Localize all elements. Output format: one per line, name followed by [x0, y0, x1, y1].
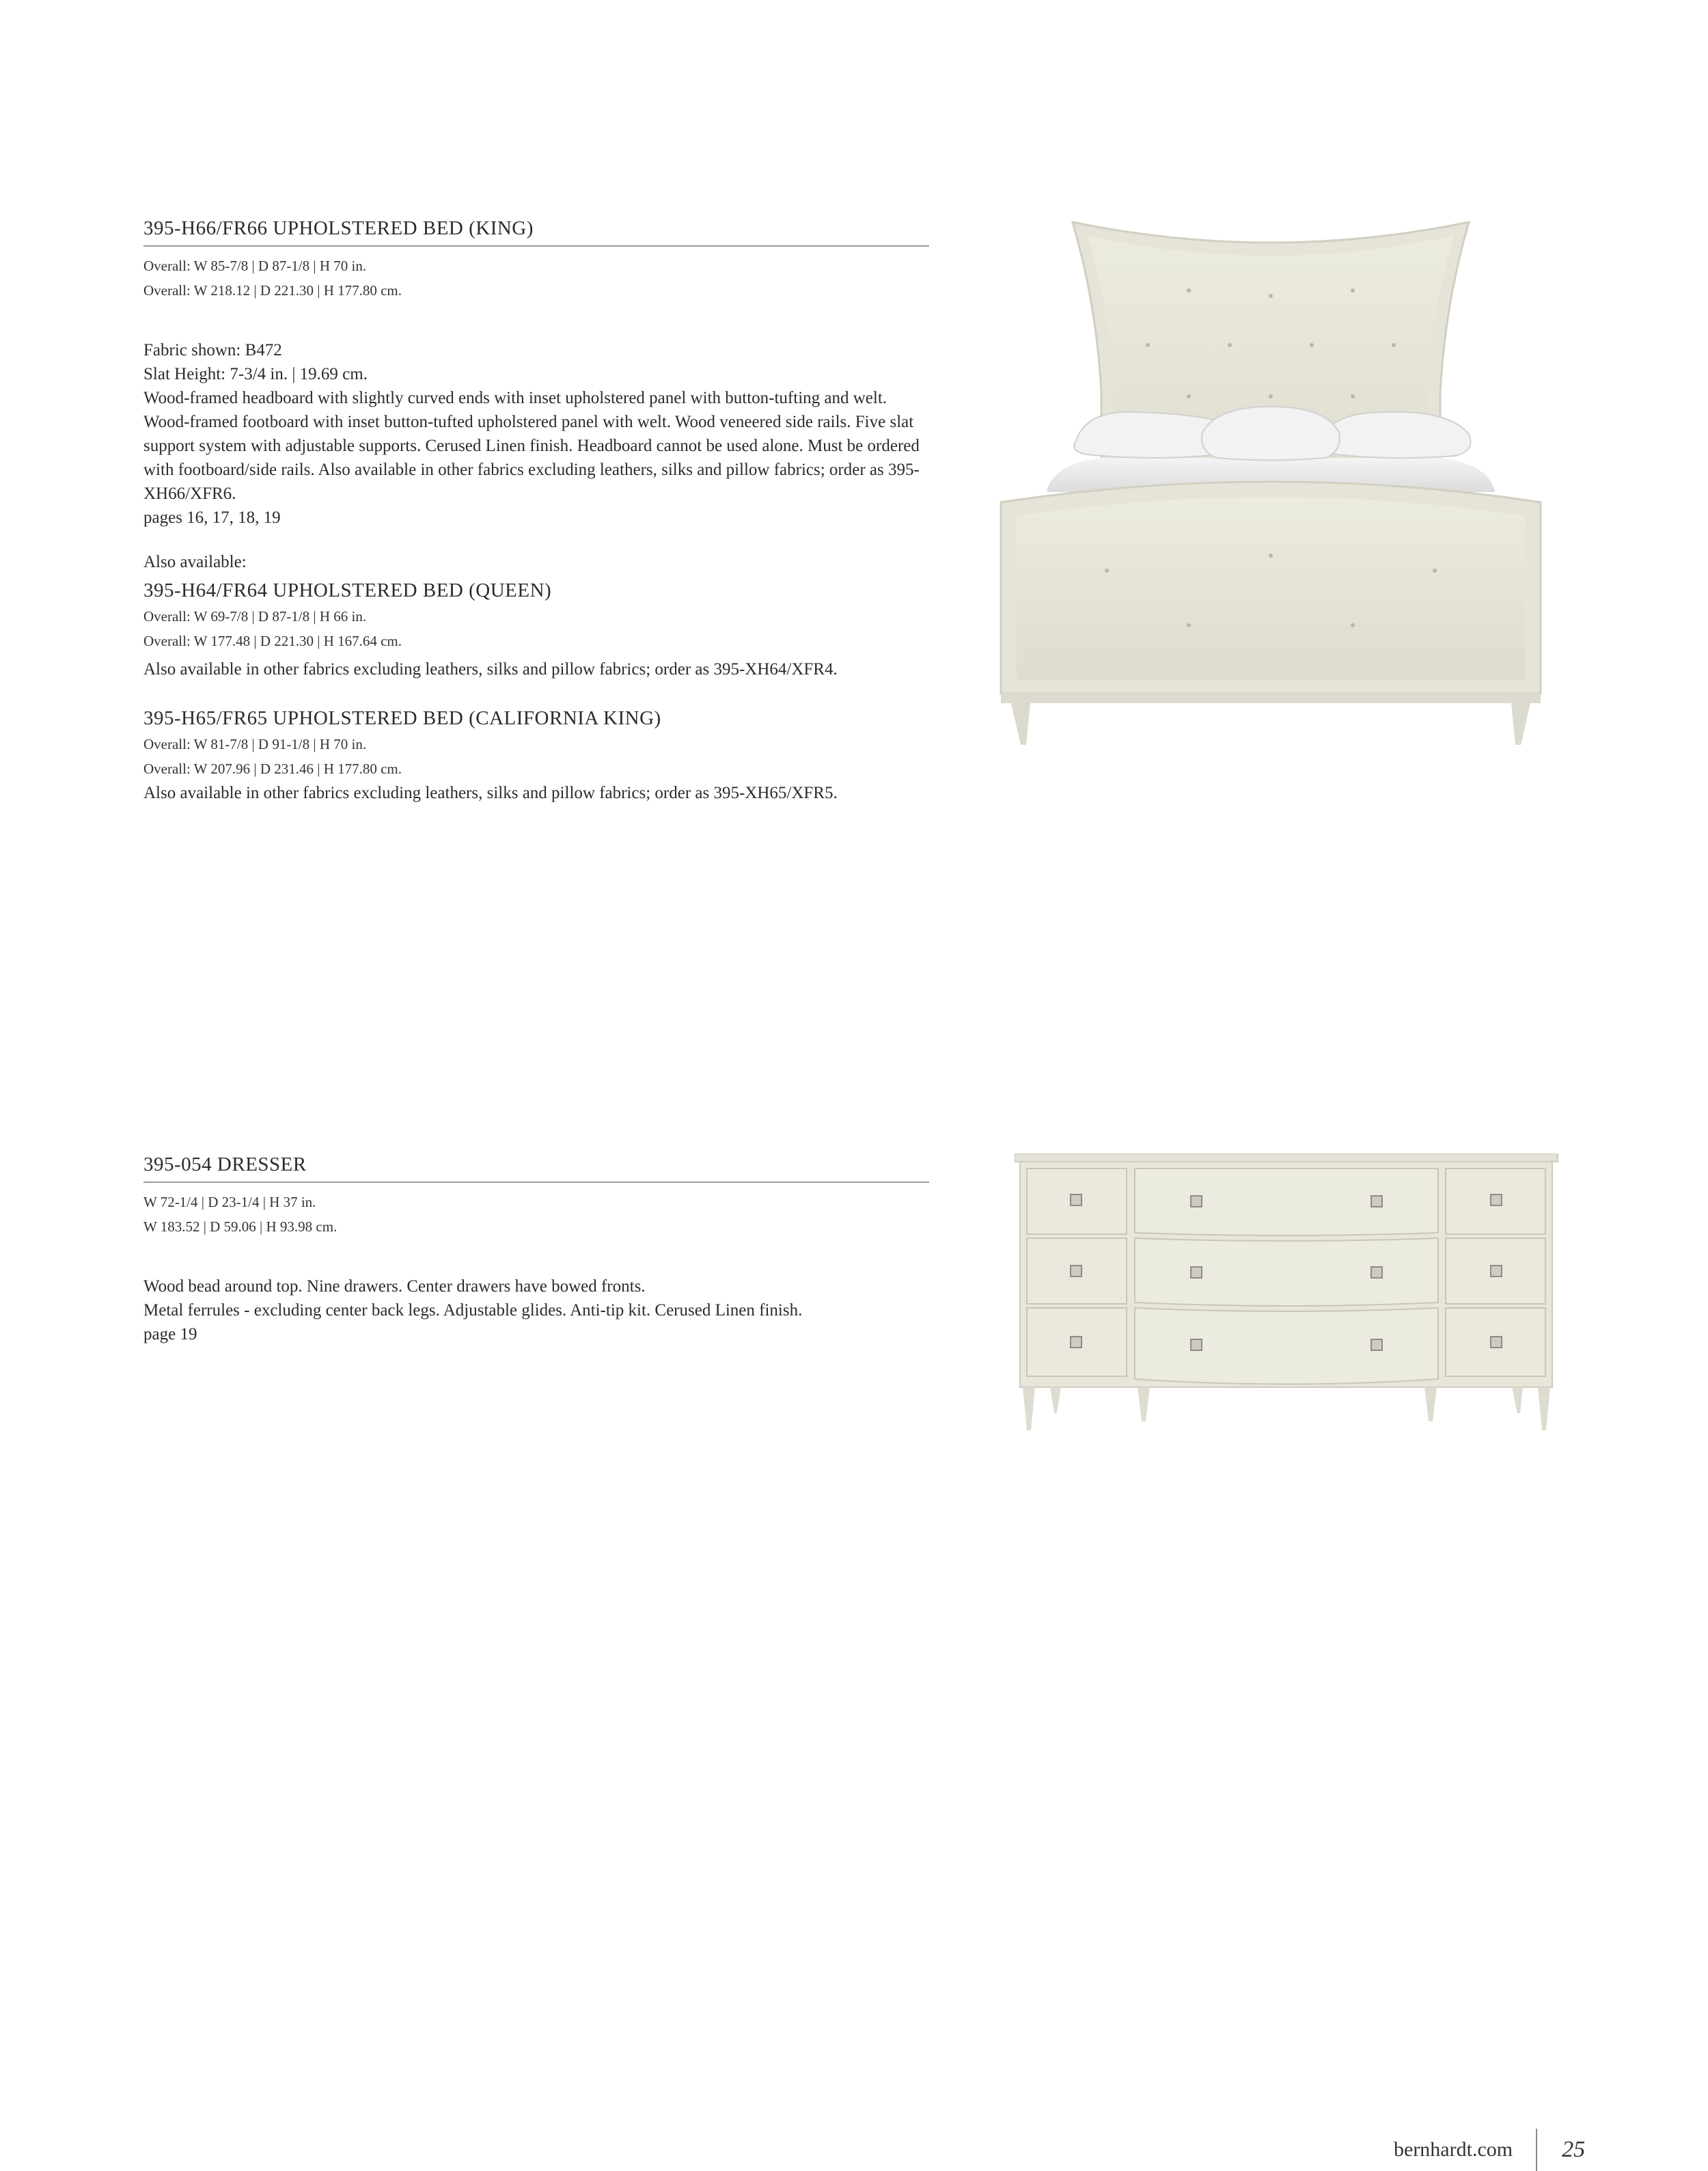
dresser-spec-section: [143, 1153, 929, 1346]
page-number: 25: [1562, 2137, 1586, 2162]
queen-dimensions-in: Overall: W 69-7/8 | D 87-1/8 | H 66 in.: [143, 608, 367, 625]
bed-dimensions-cm: Overall: W 218.12 | D 221.30 | H 177.80 cm.: [143, 282, 402, 299]
page-footer: [1394, 2129, 1585, 2171]
bed-pages: pages 16, 17, 18, 19: [143, 508, 281, 527]
dresser-dimensions-in: W 72-1/4 | D 23-1/4 | H 37 in.: [143, 1194, 316, 1210]
queen-dimensions-cm: Overall: W 177.48 | D 221.30 | H 167.64 cm.: [143, 633, 402, 649]
bed-fabric: Fabric shown: B472: [143, 341, 282, 359]
bed-description: Wood-framed headboard with slightly curved ends with inset upholstered panel with button-tufting and welt. Wood-framed footboard with inset button-tufted upholstered panel with welt. Wood veneered side rails. Five slat support system with adjustable supports. Cerused Linen finish. Headboard cannot be used alone. Must be ordered with footboard/side rails. Also available in other fabrics excluding leathers, silks and pillow fabrics; order as 395-XH66/XFR6.: [143, 389, 920, 503]
bed-title: 395-H66/FR66 UPHOLSTERED BED (KING): [143, 217, 929, 247]
footer-divider: [1536, 2129, 1537, 2171]
dresser-pages: page 19: [143, 1325, 197, 1343]
dresser-line-1: Wood bead around top. Nine drawers. Center drawers have bowed fronts.: [143, 1277, 646, 1296]
also-available-label: Also available:: [143, 553, 247, 571]
bed-image: [997, 215, 1544, 748]
dresser-title: 395-054 DRESSER: [143, 1153, 929, 1183]
dresser-line-2: Metal ferrules - excluding center back legs. Adjustable glides. Anti-tip kit. Cerused Linen finish.: [143, 1301, 803, 1320]
bed-slat-height: Slat Height: 7-3/4 in. | 19.69 cm.: [143, 365, 368, 383]
cal-king-note: Also available in other fabrics excluding leathers, silks and pillow fabrics; order as 395-XH65/XFR5.: [143, 784, 838, 802]
cal-king-dimensions-cm: Overall: W 207.96 | D 231.46 | H 177.80 cm.: [143, 761, 402, 777]
queen-note: Also available in other fabrics excluding leathers, silks and pillow fabrics; order as 395-XH64/XFR4.: [143, 660, 838, 679]
cal-king-dimensions-in: Overall: W 81-7/8 | D 91-1/8 | H 70 in.: [143, 736, 367, 752]
dresser-dimensions-cm: W 183.52 | D 59.06 | H 93.98 cm.: [143, 1218, 338, 1235]
website-link[interactable]: bernhardt.com: [1394, 2138, 1513, 2161]
queen-bed-title: 395-H64/FR64 UPHOLSTERED BED (QUEEN): [143, 579, 552, 601]
bed-spec-section: [143, 217, 929, 805]
cal-king-bed-title: 395-H65/FR65 UPHOLSTERED BED (CALIFORNIA KING): [143, 707, 661, 729]
dresser-image: [1015, 1153, 1561, 1434]
bed-dimensions-in: Overall: W 85-7/8 | D 87-1/8 | H 70 in.: [143, 258, 367, 274]
